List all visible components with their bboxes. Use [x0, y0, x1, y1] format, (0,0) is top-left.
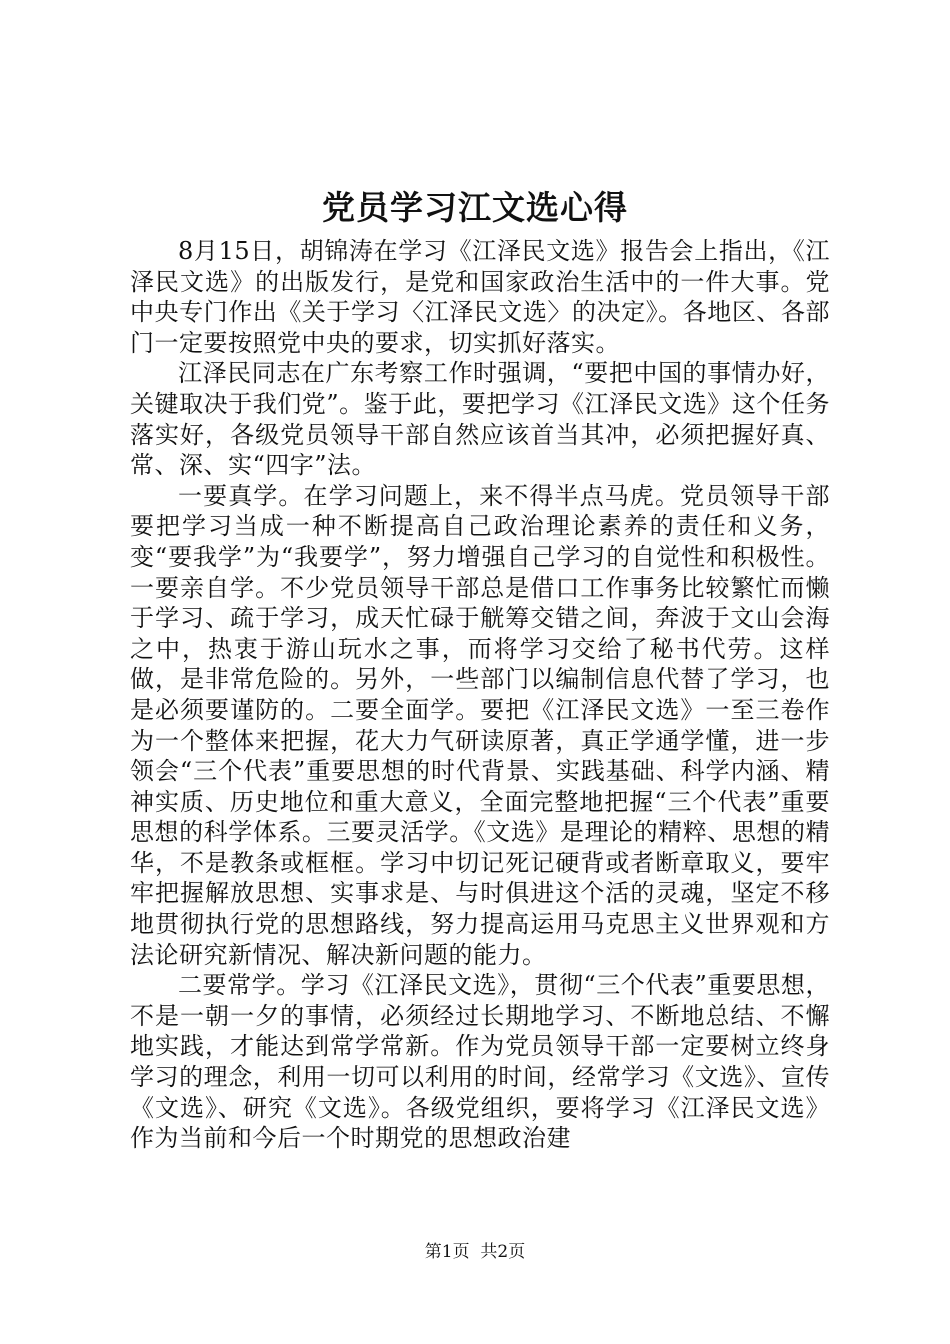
page-footer [0, 1240, 950, 1264]
paragraph: 二要常学。学习《江泽民文选》，贯彻“三个代表”重要思想，不是一朝一夕的事情，必须经过长期地学习、不断地总结、不懈地实践，才能达到常学常新。作为党员领导干部一定要树立终身学习的理念，利用一切可以利用的时间，经常学习《文选》、宣传《文选》、研究《文选》。各级党组织，要将学习《江泽民文选》作为当前和今后一个时期党的思想政治建 [130, 971, 830, 1153]
document-title: 党员学习江文选心得 [322, 188, 628, 227]
document-body [130, 236, 830, 1154]
paragraph: 江泽民同志在广东考察工作时强调，“要把中国的事情办好，关键取决于我们党”。鉴于此，要把学习《江泽民文选》这个任务落实好，各级党员领导干部自然应该首当其冲，必须把握好真、常、深、实“四字”法。 [130, 359, 830, 480]
page-number-label: 第1页 共2页 [424, 1242, 526, 1262]
paragraph: 8月15日，胡锦涛在学习《江泽民文选》报告会上指出，《江泽民文选》的出版发行，是党和国家政治生活中的一件大事。党中央专门作出《关于学习〈江泽民文选〉的决定》。各地区、各部门一定要按照党中央的要求，切实抓好落实。 [130, 237, 830, 357]
paragraph: 一要真学。在学习问题上，来不得半点马虎。党员领导干部要把学习当成一种不断提高自己政治理论素养的责任和义务，变“要我学”为“我要学”，努力增强自己学习的自觉性和积极性。一要亲自学。不少党员领导干部总是借口工作事务比较繁忙而懒于学习、疏于学习，成天忙碌于觥筹交错之间，奔波于文山会海之中，热衷于游山玩水之事，而将学习交给了秘书代劳。这样做，是非常危险的。另外，一些部门以编制信息代替了学习，也是必须要谨防的。二要全面学。要把《江泽民文选》一至三卷作为一个整体来把握，花大力气研读原著，真正学通学懂，进一步领会“三个代表”重要思想的时代背景、实践基础、科学内涵、精神实质、历史地位和重大意义，全面完整地把握“三个代表”重要思想的科学体系。三要灵活学。《文选》是理论的精粹、思想的精华，不是教条或框框。学习中切记死记硬背或者断章取义，要牢牢把握解放思想、实事求是、与时俱进这个活的灵魂，坚定不移地贯彻执行党的思想路线，努力提高运用马克思主义世界观和方法论研究新情况、解决新问题的能力。 [130, 481, 830, 969]
